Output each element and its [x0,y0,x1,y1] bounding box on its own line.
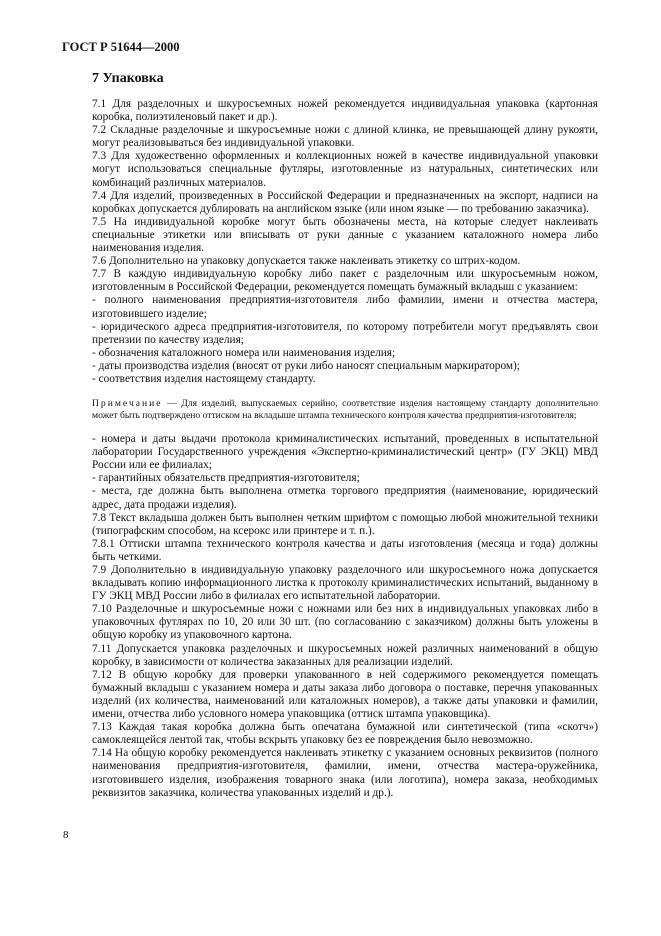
insert-contents-list-continued [92,433,598,512]
list-item: - полного наименования предприятия-изготовителя либо фамилии, имени и отчества мастера, изготовившего изделие; [92,294,598,320]
paragraph-7-3: 7.3 Для художественно оформленных и коллекционных ножей в качестве индивидуальной упаковки могут использоваться специальные футляры, изготовленные из натуральных, синтетических или комбинаций различных материалов. [92,150,598,189]
list-item: - места, где должна быть выполнена отметка торгового предприятия (наименование, юридический адрес, дата продажи изделия). [92,485,598,511]
paragraph-7-12: 7.12 В общую коробку для проверки упакованного в ней содержимого рекомендуется помещать бумажный вкладыш с указанием номера и даты заказа либо договора о поставке, перечня упакованных изделий (их количества, наименований или каталожных номеров), а также даты упаковки и фамилии, имени, отчества либо условного номера упаковщика (оттиск штампа упаковщика). [92,668,598,721]
list-item: - гарантийных обязательств предприятия-изготовителя; [92,472,360,485]
paragraph-7-11: 7.11 Допускается упаковка разделочных и шкуросъемных ножей различных наименований в общую коробку, в зависимости от количества заказанных для реализации изделий. [92,642,598,668]
paragraph-7-7: 7.7 В каждую индивидуальную коробку либо пакет с разделочным или шкуросъемным ножом, изготовленным в Российской Федерации, рекомендуется помещать бумажный вкладыш с указанием: [92,268,598,294]
paragraph-7-9: 7.9 Дополнительно в индивидуальную упаковку разделочного или шкуросъемного ножа допускается вкладывать копию информационного листка к протоколу криминалистических испытаний, выданному в ГУ ЭКЦ МВД России либо в филиалах его испытательной лаборатории. [92,564,598,603]
list-item: - соответствия изделия настоящему стандарту. [92,372,316,385]
note-label: Примечание [92,398,163,410]
paragraph-7-13: 7.13 Каждая такая коробка должна быть опечатана бумажной или синтетической (типа «скотч») самоклеящейся лентой так, чтобы вскрыть упаковку без ее повреждения было невозможно. [92,721,598,747]
paragraph-7-6: 7.6 Дополнительно на упаковку допускается также наклеивать этикетку со штрих-кодом. [92,255,521,268]
document-header: ГОСТ Р 51644—2000 [62,40,180,54]
section-title: 7 Упаковка [92,71,164,86]
list-item: - обозначения каталожного номера или наименования изделия; [92,346,396,359]
section-body [92,98,598,800]
paragraph-group-a [92,98,598,294]
page-number: 8 [63,829,69,841]
list-item: - даты производства изделия (вносят от руки либо наносят специальным маркиратором); [92,359,520,372]
paragraph-7-2: 7.2 Складные разделочные и шкуросъемные ножи с длиной клинка, не превышающей длину рукояти, могут реализовываться без индивидуальной упаковки. [92,124,598,150]
paragraph-7-14: 7.14 На общую коробку рекомендуется наклеивать этикетку с указанием основных реквизитов (полного наименования предприятия-изготовителя, фамилии, имени, отчества мастера-оружейника, изготовившего изделия, изображения товарного знака (или логотипа), номера заказа, необходимых реквизитов заказчика, количества упакованных изделий и др.). [92,747,598,799]
list-item: - юридического адреса предприятия-изготовителя, по которому потребители могут предъявлять свои претензии по качеству изделия; [92,320,598,346]
paragraph-7-4: 7.4 Для изделий, произведенных в Российской Федерации и предназначенных на экспорт, надписи на коробках допускается дублировать на английском языке (или ином языке — по требованию заказчика). [92,189,598,215]
note [92,398,598,422]
paragraph-7-8-1: 7.8.1 Оттиски штампа технического контроля качества и даты изготовления (месяца и года) должны быть четкими. [92,537,598,563]
paragraph-7-8: 7.8 Текст вкладыша должен быть выполнен четким шрифтом с помощью любой множительной техники (типографским способом, на ксерокс или принтере и т. п.). [92,511,598,537]
insert-contents-list [92,294,598,386]
note-text: — Для изделий, выпускаемых серийно, соответствие изделия настоящему стандарту дополнительно может быть подтверждено оттиском на вкладыше штампа технического контроля качества предприятия-изготовителя; [92,398,598,422]
paragraph-group-b [92,512,598,800]
paragraph-7-10: 7.10 Разделочные и шкуросъемные ножи с ножнами или без них в индивидуальных упаковках либо в упаковочных футлярах по 10, 20 или 30 шт. (по согласованию с заказчиком) должны быть уложены в общую коробку из упаковочного картона. [92,603,598,642]
list-item: - номера и даты выдачи протокола криминалистических испытаний, проведенных в испытательной лаборатории Государственного учреждения «Экспертно-криминалистический центр» (ГУ ЭКЦ) МВД России или ее филиалах; [92,433,598,472]
paragraph-7-5: 7.5 На индивидуальной коробке могут быть обозначены места, на которые следует наклеивать специальные этикетки или вписывать от руки данные с указанием каталожного номера либо наименования изделия. [92,215,598,255]
paragraph-7-1: 7.1 Для разделочных и шкуросъемных ножей рекомендуется индивидуальная упаковка (картонная коробка, полиэтиленовый пакет и др.). [92,98,598,124]
